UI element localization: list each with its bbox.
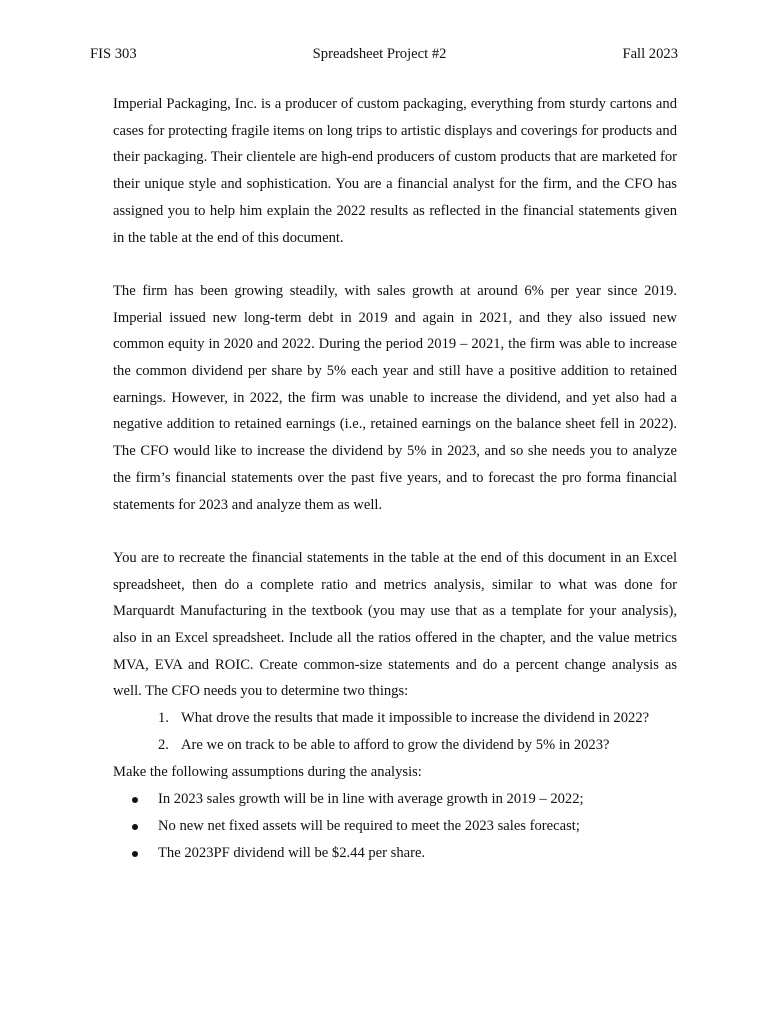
page-header: [90, 46, 678, 63]
paragraph-spacer: [113, 518, 677, 545]
assumption-text: The 2023PF dividend will be $2.44 per share.: [158, 845, 426, 862]
bullet-icon: [132, 797, 138, 803]
assumption-item: [113, 813, 677, 840]
question-number: 2.: [158, 737, 169, 754]
course-code: FIS 303: [90, 46, 137, 62]
bullet-icon: [132, 851, 138, 857]
question-item: [113, 732, 677, 759]
assumption-item: [113, 786, 677, 813]
document-title: Spreadsheet Project #2: [312, 46, 447, 62]
question-text: What drove the results that made it impossible to increase the dividend in 2022?: [181, 710, 650, 727]
term: Fall 2023: [622, 46, 678, 62]
document-body: [113, 91, 677, 867]
bullet-icon: [132, 824, 138, 830]
assumption-text: No new net fixed assets will be required to meet the 2023 sales forecast;: [158, 818, 580, 835]
assumptions-lead: Make the following assumptions during the analysis:: [113, 764, 422, 781]
task-paragraph: You are to recreate the financial statements in the table at the end of this document in an Excel spreadsheet, then do a complete ratio and metrics analysis, similar to what was done for Marquardt Manufacturing in the textbook (you may use that as a template for your analysis), also in an Excel spreadsheet. Include all the ratios offered in the chapter, and the value metrics MVA, EVA and ROIC. Create common-size statements and do a percent change analysis as well. The CFO needs you to determine two things:: [113, 549, 677, 700]
question-text: Are we on track to be able to afford to grow the dividend by 5% in 2023?: [181, 737, 610, 754]
questions-list: [113, 705, 677, 759]
assumptions-list: [113, 786, 677, 867]
intro-paragraph: Imperial Packaging, Inc. is a producer of custom packaging, everything from sturdy cartons and cases for protecting fragile items on long trips to artistic displays and coverings for products and their packaging. Their clientele are high-end producers of custom products that are marketed for their unique style and sophistication. You are a financial analyst for the firm, and the CFO has assigned you to help him explain the 2022 results as reflected in the financial statements given in the table at the end of this document.: [113, 96, 677, 246]
assumption-text: In 2023 sales growth will be in line with average growth in 2019 – 2022;: [158, 791, 584, 808]
assumption-item: [113, 840, 677, 867]
question-item: [113, 705, 677, 732]
background-paragraph: The firm has been growing steadily, with sales growth at around 6% per year since 2019. Imperial issued new long-term debt in 2019 and again in 2021, and they also issued new common equity in 2020 and 2022. During the period 2019 – 2021, the firm was able to increase the common dividend per share by 5% each year and still have a positive addition to retained earnings. However, in 2022, the firm was unable to increase the dividend, and yet also had a negative addition to retained earnings (i.e., retained earnings on the balance sheet fell in 2022). The CFO would like to increase the dividend by 5% in 2023, and so she needs you to analyze the firm’s financial statements over the past five years, and to forecast the pro forma financial statements for 2023 and analyze them as well.: [113, 282, 677, 513]
question-number: 1.: [158, 710, 169, 727]
paragraph-spacer: [113, 251, 677, 278]
